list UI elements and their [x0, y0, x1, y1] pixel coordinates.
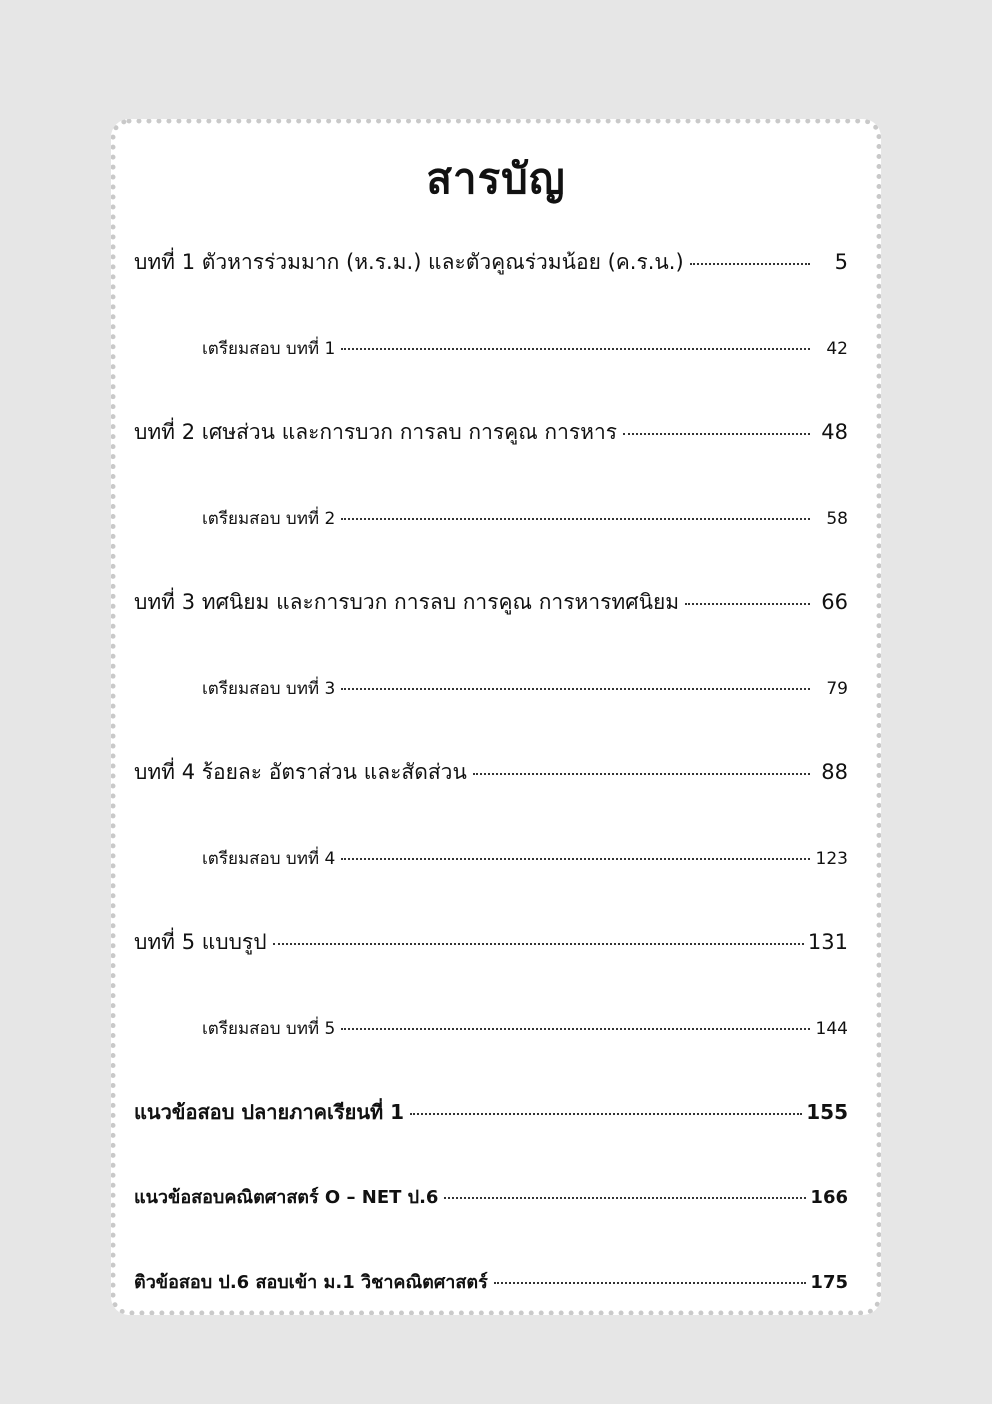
dot-leader [341, 348, 810, 350]
toc-label: เตรียมสอบ บทที่ 2 [202, 509, 336, 529]
toc-page-number: 48 [821, 420, 848, 444]
dot-leader [410, 1113, 802, 1115]
toc-entry-chapter-1 [134, 246, 848, 279]
dot-leader [623, 433, 810, 435]
toc-label: บทที่ 4 ร้อยละ อัตราส่วน และสัดส่วน [134, 760, 467, 784]
dot-leader [494, 1282, 807, 1284]
toc-page-number: 123 [815, 849, 848, 869]
dot-leader [341, 688, 810, 690]
toc-label: เตรียมสอบ บทที่ 4 [202, 849, 336, 869]
dot-leader [341, 858, 810, 860]
toc-entry-final-exam [134, 1096, 848, 1128]
dot-leader [690, 263, 810, 265]
toc-entry-chapter-4 [134, 756, 848, 789]
dot-leader [341, 518, 810, 520]
toc-page-number: 155 [806, 1100, 848, 1124]
page-title: สารบัญ [426, 154, 566, 203]
toc-page-number: 175 [810, 1272, 848, 1293]
toc-label: บทที่ 5 แบบรูป [134, 930, 267, 954]
toc-label: เตรียมสอบ บทที่ 1 [202, 339, 336, 359]
toc-label: เตรียมสอบ บทที่ 3 [202, 679, 336, 699]
toc-label: เตรียมสอบ บทที่ 5 [202, 1019, 336, 1039]
toc-page-number: 66 [821, 590, 848, 614]
toc-entry-exam-5 [202, 1015, 848, 1042]
toc-card [111, 119, 881, 1315]
toc-page-number: 42 [826, 339, 848, 359]
toc-entry-exam-3 [202, 675, 848, 702]
toc-entry-exam-2 [202, 505, 848, 532]
toc-label: บทที่ 2 เศษส่วน และการบวก การลบ การคูณ การหาร [134, 420, 618, 444]
toc-page-number: 5 [834, 250, 848, 274]
dot-leader [473, 773, 810, 775]
toc-entry-exam-4 [202, 845, 848, 872]
toc-label: แนวข้อสอบ ปลายภาคเรียนที่ 1 [134, 1100, 405, 1124]
toc-entry-exam-1 [202, 335, 848, 362]
toc-entry-onet [134, 1182, 848, 1211]
toc-page-number: 144 [815, 1019, 848, 1039]
dot-leader [685, 603, 810, 605]
toc-label: แนวข้อสอบคณิตศาสตร์ O – NET ป.6 [134, 1187, 439, 1208]
toc-label: บทที่ 1 ตัวหารร่วมมาก (ห.ร.ม.) และตัวคูณร่วมน้อย (ค.ร.น.) [134, 250, 684, 274]
toc-entry-chapter-2 [134, 416, 848, 449]
toc-entry-chapter-5 [134, 926, 848, 959]
toc-page-number: 131 [807, 930, 848, 954]
toc-label: บทที่ 3 ทศนิยม และการบวก การลบ การคูณ การหารทศนิยม [134, 590, 680, 614]
toc-page-number: 166 [810, 1187, 848, 1208]
toc-page-number: 88 [821, 760, 848, 784]
dot-leader [444, 1197, 806, 1199]
toc-label: ติวข้อสอบ ป.6 สอบเข้า ม.1 วิชาคณิตศาสตร์ [134, 1272, 488, 1293]
toc-page-number: 79 [826, 679, 848, 699]
toc-entry-entrance [134, 1267, 848, 1296]
toc-page-number: 58 [826, 509, 848, 529]
toc-entry-chapter-3 [134, 586, 848, 619]
dot-leader [273, 943, 804, 945]
dot-leader [341, 1028, 810, 1030]
